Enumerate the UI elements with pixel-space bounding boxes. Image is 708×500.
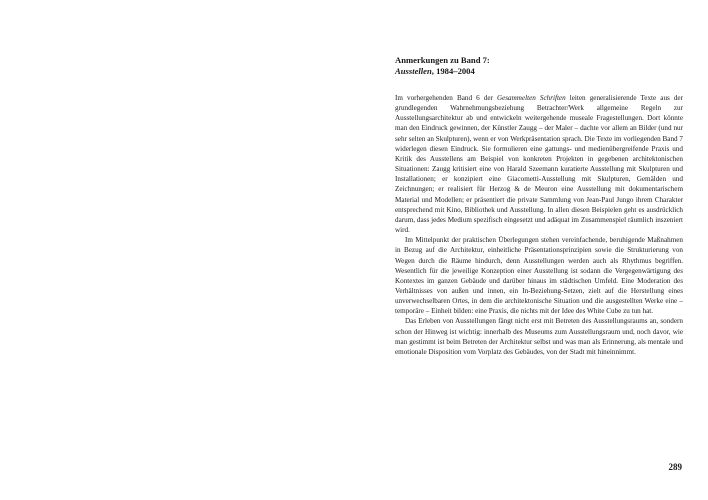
section-heading bbox=[395, 55, 675, 77]
heading-subtitle bbox=[395, 66, 675, 77]
heading-subtitle-italic: Ausstellen bbox=[395, 66, 432, 76]
paragraph-3: Das Erleben von Ausstellungen fängt nicht erst mit Betreten des Ausstellungsraums an, sondern schon der Hinweg ist wichtig: innerhalb des Museums zum Ausstellungsraum und, noch davor, wie man gestimmt ist beim Betreten der Architektur selbst und was man als Erinnerung, als mentale und emotionale Disposition vom Vorplatz des Gebäudes, von der Stadt mit hineinnimmt. bbox=[395, 317, 683, 356]
paragraph-2: Im Mittelpunkt der praktischen Überlegungen stehen vereinfachende, beruhigende Maßnahmen in Bezug auf die Architektur, einheitliche Präsentationsprinzipien sowie die Strukturierung von Wegen durch die Räume hindurch, denn Ausstellungen werden auch als Rhythmus begriffen. Wesentlich für die jeweilige Konzeption einer Ausstellung ist sodann die Vergegenwärtigung des Kontextes im ganzen Gebäude und darüber hinaus im städtischen Umfeld. Eine Moderation des Verhältnisses von außen und innen, ein In-Beziehung-Setzen, zielt auf die Herstellung eines unverwechselbaren Ortes, in dem die architektonische Situation und die ausgestellten Werke eine – temporäre – Einheit bilden: eine Praxis, die nichts mit der Idee des White Cube zu tun hat. bbox=[395, 236, 683, 316]
heading-title: Anmerkungen zu Band 7: bbox=[395, 55, 490, 65]
paragraph-1-start: Im vorhergehenden Band 6 der bbox=[395, 94, 497, 102]
paragraph-1 bbox=[395, 93, 683, 235]
paragraph-1-rest: leiten generalisierende Texte aus der grundlegenden Wahrnehmungsbeziehung Betrachter/Werk allgemeine Regeln zur Ausstellungsarchitektur ab und entwickeln weitergehende museale Fragestellungen. Dort könnte man den Eindruck gewinnen, der Künstler Zaugg – der Maler – dachte vor allem an Bilder (und nur sehr selten an Skulpturen), wenn er von Werkpräsentation sprach. Die Texte im vorliegenden Band 7 widerlegen diesen Eindruck. Sie formulieren eine gattungs- und medienübergreifende Praxis und Kritik des Ausstellens am Beispiel von konkreten Projekten in gegebenen architektonischen Situationen: Zaugg kritisiert eine von Harald Szeemann kuratierte Ausstellung mit Skulpturen und Installationen; er konzipiert eine Giacometti-Ausstellung mit Skulpturen, Gemälden und Zeichnungen; er realisiert für Herzog & de Meuron eine Ausstellung mit dokumentarischem Material und Modellen; er präsentiert die private Sammlung von Jean-Paul Jungo ihrem Charakter entsprechend mit Kino, Bibliothek und Ausstellung. In allen diesen Beispielen geht es ausdrücklich darum, dass jedes Medium spezifisch eingesetzt und adäquat im Zusammenspiel räumlich inszeniert wird. bbox=[395, 94, 683, 235]
heading-subtitle-years: , 1984–2004 bbox=[431, 66, 475, 76]
right-page bbox=[354, 0, 708, 500]
body-text bbox=[395, 93, 683, 357]
page-number: 289 bbox=[668, 462, 682, 472]
paragraph-1-book-title: Gesammelten Schriften bbox=[496, 94, 566, 102]
